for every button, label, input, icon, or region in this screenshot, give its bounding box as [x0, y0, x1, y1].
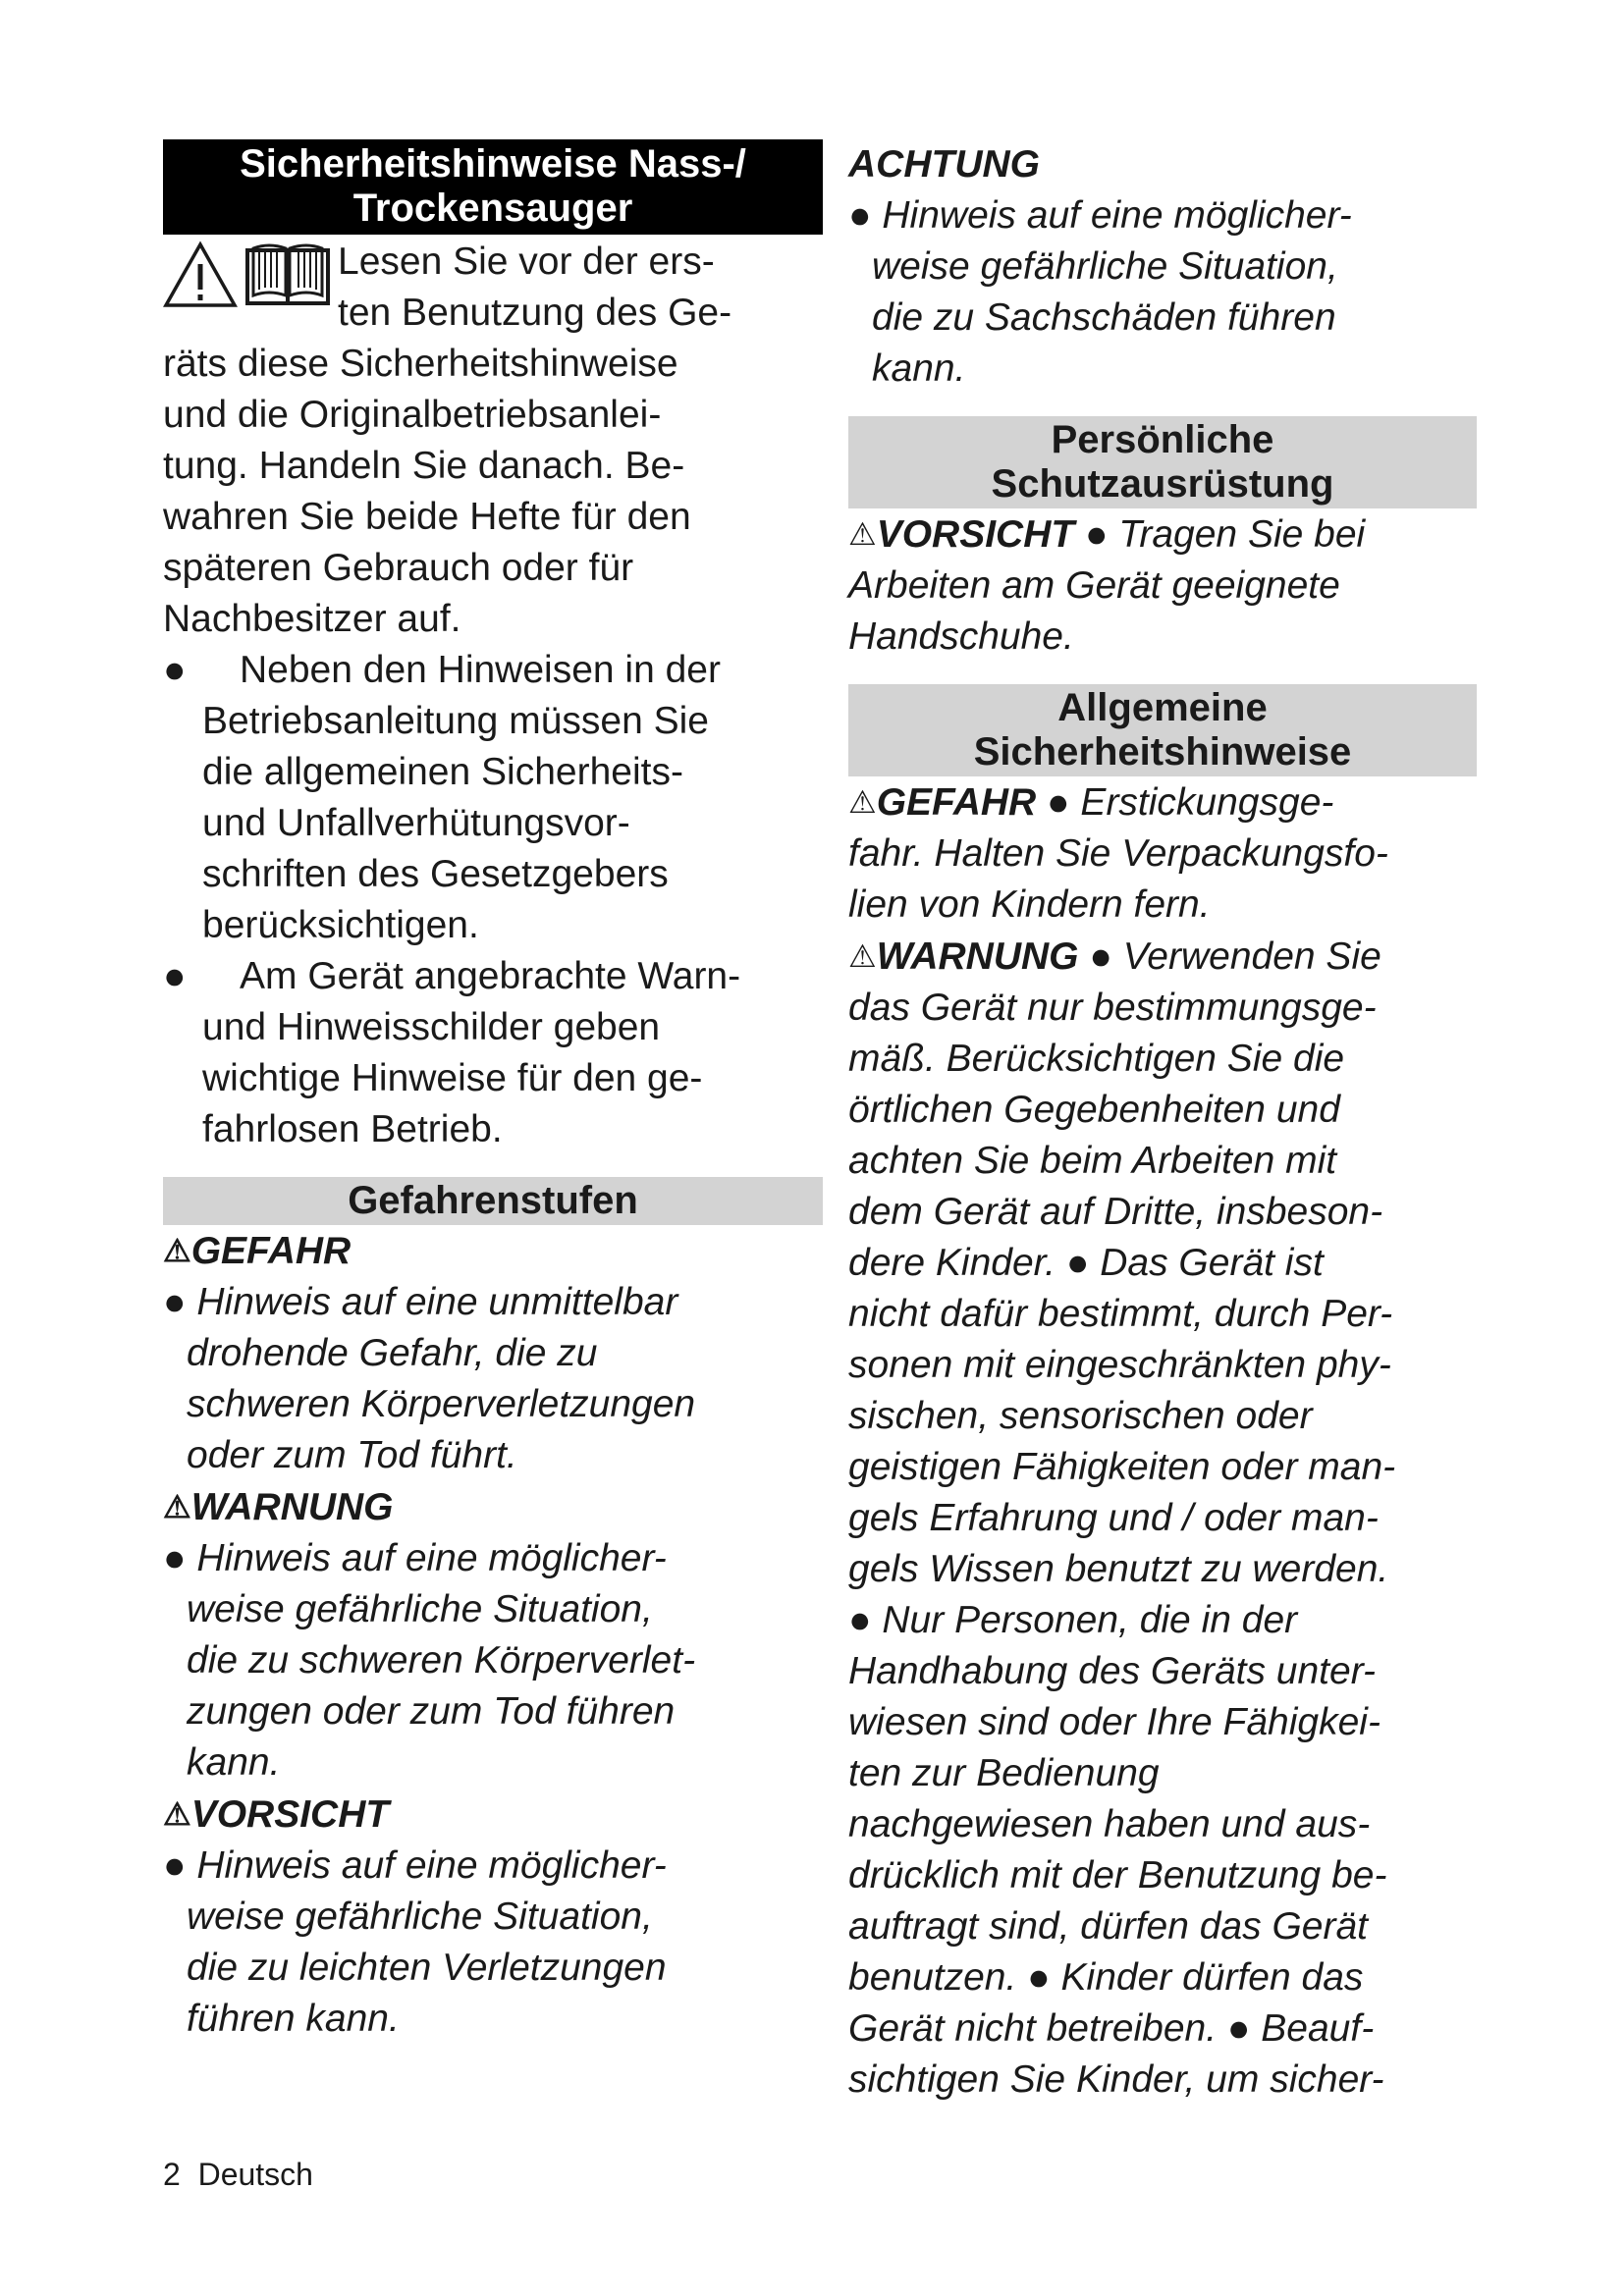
- bullet-line: und Unfallverhütungsvor-: [202, 802, 630, 844]
- gefahr-text: drohende Gefahr, die zu: [187, 1332, 598, 1374]
- warnung-text: zungen oder zum Tod führen: [187, 1690, 676, 1733]
- general-warnung-text: gels Wissen benutzt zu werden.: [848, 1548, 1389, 1590]
- achtung-text: weise gefährliche Situation,: [872, 245, 1338, 288]
- warnung-text: ● Hinweis auf eine möglicher-: [163, 1537, 667, 1579]
- bullet-icon: ●: [163, 649, 187, 691]
- intro-paragraph: [163, 237, 823, 645]
- intro-line: tung. Handeln Sie danach. Be-: [163, 445, 685, 487]
- general-warnung-text: Handhabung des Geräts unter-: [848, 1650, 1376, 1692]
- achtung-text: kann.: [872, 347, 966, 390]
- intro-line: Nachbesitzer auf.: [163, 598, 461, 640]
- bullet-item: [163, 951, 823, 1155]
- general-warnung-text: auftragt sind, dürfen das Gerät: [848, 1905, 1368, 1948]
- section-heading-ppe: Persönliche Schutzausrüstung: [848, 416, 1477, 508]
- warning-triangle-icon: [163, 240, 238, 309]
- bullet-line: wichtige Hinweise für den ge-: [202, 1057, 703, 1099]
- general-warnung-text: nachgewiesen haben und aus-: [848, 1803, 1371, 1845]
- general-warnung-text: dem Gerät auf Dritte, insbeson-: [848, 1191, 1383, 1233]
- bullet-line: Neben den Hinweisen in der: [240, 649, 721, 691]
- general-warnung-text: ten zur Bedienung: [848, 1752, 1160, 1794]
- general-warnung-text: sischen, sensorischen oder: [848, 1395, 1313, 1437]
- bullet-icon: ●: [163, 955, 187, 997]
- general-warnung-text: örtlichen Gegebenheiten und: [848, 1089, 1340, 1131]
- bullet-item: [163, 645, 823, 951]
- general-warnung-text: das Gerät nur bestimmungsge-: [848, 987, 1377, 1029]
- section-heading-safety: Sicherheitshinweise Nass-/ Trockensauger: [163, 139, 823, 235]
- general-gefahr-text: fahr. Halten Sie Verpackungsfo-: [848, 832, 1388, 875]
- section-heading-general-safety: Allgemeine Sicherheitshinweise: [848, 684, 1477, 776]
- warnung-text: die zu schweren Körperverlet-: [187, 1639, 696, 1682]
- general-warnung-text: wiesen sind oder Ihre Fähigkei-: [848, 1701, 1380, 1743]
- general-warnung-text: mäß. Berücksichtigen Sie die: [848, 1038, 1345, 1080]
- vorsicht-text: führen kann.: [187, 1998, 400, 2040]
- section-heading-hazard-levels: Gefahrenstufen: [163, 1177, 823, 1225]
- warning-triangle-icon: ⚠: [163, 1796, 191, 1832]
- warning-triangle-icon: ⚠: [848, 516, 877, 552]
- warnung-text: kann.: [187, 1741, 281, 1784]
- intro-line: wahren Sie beide Hefte für den: [163, 496, 691, 538]
- general-warnung-text: achten Sie beim Arbeiten mit: [848, 1140, 1337, 1182]
- intro-line: und die Originalbetriebsanlei-: [163, 394, 662, 436]
- general-warnung-text: dere Kinder. ● Das Gerät ist: [848, 1242, 1324, 1284]
- intro-line: Lesen Sie vor der ers-: [338, 240, 715, 283]
- right-column: [848, 139, 1477, 2106]
- vorsicht-text: die zu leichten Verletzungen: [187, 1947, 667, 1989]
- bullet-line: schriften des Gesetzgebers: [202, 853, 669, 895]
- achtung-text: ● Hinweis auf eine möglicher-: [848, 194, 1352, 237]
- vorsicht-label-line: ⚠VORSICHT: [163, 1789, 823, 1841]
- general-gefahr-text: lien von Kindern fern.: [848, 883, 1211, 926]
- ppe-first-line: ⚠VORSICHT ● Tragen Sie bei: [848, 508, 1477, 561]
- achtung-text: die zu Sachschäden führen: [872, 296, 1336, 339]
- bullet-line: fahrlosen Betrieb.: [202, 1108, 503, 1150]
- bullet-line: und Hinweisschilder geben: [202, 1006, 661, 1048]
- intro-line: ten Benutzung des Ge-: [338, 292, 732, 334]
- ppe-text: Arbeiten am Gerät geeignete: [848, 564, 1340, 607]
- warning-triangle-icon: ⚠: [163, 1233, 191, 1268]
- gefahr-text: ● Hinweis auf eine unmittelbar: [163, 1281, 678, 1323]
- vorsicht-text: weise gefährliche Situation,: [187, 1896, 653, 1938]
- gefahr-label-line: ⚠GEFAHR: [163, 1225, 823, 1277]
- footer-language: Deutsch: [197, 2157, 313, 2192]
- ppe-text: Handschuhe.: [848, 615, 1074, 658]
- achtung-label: ACHTUNG: [848, 143, 1040, 186]
- bullet-line: Am Gerät angebrachte Warn-: [240, 955, 741, 997]
- intro-icons: [163, 240, 332, 309]
- manual-book-icon: [244, 240, 332, 309]
- general-warnung-first-line: ⚠WARNUNG ● Verwenden Sie: [848, 931, 1477, 983]
- left-column: [163, 139, 823, 2045]
- general-warnung-text: sichtigen Sie Kinder, um sicher-: [848, 2058, 1384, 2101]
- general-warnung-text: geistigen Fähigkeiten oder man-: [848, 1446, 1396, 1488]
- general-warnung-text: nicht dafür bestimmt, durch Per-: [848, 1293, 1393, 1335]
- general-warnung-text: sonen mit eingeschränkten phy-: [848, 1344, 1391, 1386]
- vorsicht-text: ● Hinweis auf eine möglicher-: [163, 1844, 667, 1887]
- general-warnung-text: Gerät nicht betreiben. ● Beauf-: [848, 2007, 1375, 2050]
- warnung-label-line: ⚠WARNUNG: [163, 1481, 823, 1533]
- warning-triangle-icon: ⚠: [848, 938, 877, 974]
- general-gefahr-first-line: ⚠GEFAHR ● Erstickungsge-: [848, 776, 1477, 828]
- intro-line: räts diese Sicherheitshinweise: [163, 343, 678, 385]
- page-footer: [163, 2155, 313, 2194]
- gefahr-text: oder zum Tod führt.: [187, 1434, 517, 1476]
- page-number: 2: [163, 2157, 181, 2192]
- gefahr-text: schweren Körperverletzungen: [187, 1383, 696, 1425]
- general-warnung-text: gels Erfahrung und / oder man-: [848, 1497, 1379, 1539]
- bullet-line: Betriebsanleitung müssen Sie: [202, 700, 709, 742]
- bullet-line: die allgemeinen Sicherheits-: [202, 751, 683, 793]
- warning-triangle-icon: ⚠: [163, 1489, 191, 1524]
- warnung-text: weise gefährliche Situation,: [187, 1588, 653, 1630]
- general-warnung-text: benutzen. ● Kinder dürfen das: [848, 1956, 1364, 1999]
- warning-triangle-icon: ⚠: [848, 784, 877, 820]
- bullet-line: berücksichtigen.: [202, 904, 479, 946]
- general-warnung-text: drücklich mit der Benutzung be-: [848, 1854, 1387, 1896]
- intro-line: späteren Gebrauch oder für: [163, 547, 634, 589]
- general-warnung-text: ● Nur Personen, die in der: [848, 1599, 1298, 1641]
